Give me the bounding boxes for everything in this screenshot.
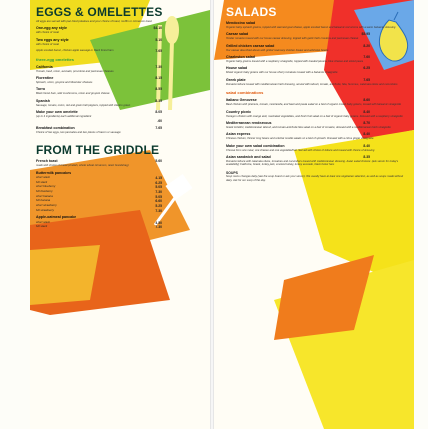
- griddle-title: FROM THE GRIDDLE: [36, 143, 160, 158]
- price-row: short strawberry 5.25: [36, 202, 162, 208]
- menu-item: Country picnic 8.40 Tarragon chicken with orange aioli, marinated vegetables, and fresh fruit salad on a bed of organic baby greens. Dressed with a raspberry vinaigrette: [226, 109, 403, 118]
- menu-item: Mediterranean rendezvous 8.70 Greek tortellini, mediterranean tabouli, and tomato-artichoke feta salad on a bed of romaine, dressed with a mediterranean herb vinaigrette: [226, 120, 391, 129]
- menu-item: Make your own omelette 8.05 (up to 4 ingredients) each additional ingredient .60: [36, 110, 162, 124]
- menu-item: Breakfast combination 7.65 Choice of two eggs, two pancakes and two pieces of bacon or sausage: [36, 126, 162, 134]
- menu-item: Caesar salad $5.95 Tender romaine tossed with our house caesar dressing, topped with garlic herb croutons and parmesan cheese: [226, 32, 370, 41]
- salad-combos-subheading: salad combinations: [226, 90, 264, 96]
- menu-item: Two eggs any style 5.10 with choice of meat: [36, 37, 162, 46]
- menu-item: One-egg any style $4.10 with choice of meat: [36, 26, 162, 35]
- menu-item: Greek plate 7.65 Romaine lettuce tossed with mediterranean herb dressing, served with tabouli, tomato, artichoke, feta, hummus, calamata olives and cucumbers: [226, 77, 398, 86]
- right-page: [214, 0, 414, 429]
- salads-title: SALADS: [226, 5, 277, 19]
- left-page: [30, 0, 210, 429]
- price-row: full strawberry 7.30: [36, 207, 162, 213]
- menu-item: Torro 8.55 Black forest ham, wild mushrooms, onion and gruyere cheese: [36, 87, 162, 96]
- soups-description: Soup menu changes daily (see the soup board or ask your server). We usually have at least one vegetarian selection, as well as soups made without dairy. Ask for our soup of the day.: [226, 175, 404, 182]
- price-row: short banana 5.05: [36, 193, 162, 199]
- menu-item: Florentine 8.15 Spinach, onion, gruyere and Muenster cheeses: [36, 75, 162, 84]
- menu-item: Spanish 8.35 Sausage, tomato, onion, red and green bell peppers, topped with cilantro green: [36, 98, 162, 107]
- menu-item: French toast 5.60 made with choice of bread (challah, whole wheat cinnamon, raisin brandshag): [36, 159, 162, 168]
- price-row: full banana 6.60: [36, 198, 162, 204]
- price-row: full blueberry 7.30: [36, 189, 162, 195]
- menu-item: Asian sandwich and salad 8.35 Romaine lettuce with calamata olives, tomatoes and cucumbers tossed with mediterranean dressing. Asian salad choices: (ask server for today's availability) California, Greek, turkey jack, smoked turkey, turkey avocado, black forest ham: [226, 154, 399, 167]
- price-row: short stack 4.15: [36, 175, 162, 181]
- price-row: full stack 7.30: [36, 224, 162, 230]
- menu-item: Charleston salad 7.60 Organic baby greens tossed with a raspberry vinaigrette, topped with toasted pecans, blue cheese and sliced pears: [226, 55, 370, 64]
- menu-item: California 7.30 Tomato, basil, onion, avocado, provolone and parmesan cheeses: [36, 64, 162, 73]
- eggs-intro: All eggs are served with pan-fried potatoes and your choice of toast, muffin or cinnamon toast: [36, 19, 152, 23]
- menu-item: 7.65 Apple smoked bacon, chicken apple sausage or black forest ham: [36, 49, 162, 54]
- menu-item: Asian express 8.40 Chinese chicken, thinner long beans and oriental noodle salads on a bed of spinach. Dressed with a citrus ginger vinaigrette: [226, 132, 374, 141]
- menu-item: Grilled chicken caesar salad 8.20 Our caesar described above with grilled rosemary chicken breast and artichoke hearts: [226, 43, 370, 52]
- price-row: short stack 4.50: [36, 219, 162, 225]
- menu-item: Mendocino salad Organic baby spinach greens, topped with warmed goat cheese, apple smoked bacon and balsamic red onions with a warm balsamic dressing: [226, 21, 396, 29]
- price-row: full stack 6.25: [36, 179, 162, 185]
- menu-item: Buttermilk pancakes: [36, 170, 72, 175]
- price-row: short blueberry 5.05: [36, 184, 162, 190]
- menu-item: Italiano Genovese 8.60 Basil chicken with pinenuts, tomato, mozzarella, and basil and pasta salad on a bed of organic mixed baby greens, tossed with balsamic vinaigrette: [226, 98, 401, 107]
- menu-item: Apple-oatmeal pancake: [36, 215, 77, 220]
- menu-item: House salad 6.25 Mixed organic baby greens with our house cherry tomatoes tossed with a balsamic vinaigrette: [226, 66, 370, 75]
- eggs-title: EGGS & OMELETTES: [36, 5, 163, 19]
- menu-item: Make your own salad combination 8.40 Choose from one meat, one cheese and one vegetable/fruit. Served with choice of lettuce and tossed with choice of dressing: [226, 143, 375, 152]
- yellow-orange-shape: [30, 245, 100, 305]
- omelettes-subheading: three-egg omelettes: [36, 56, 75, 62]
- soups-subheading: SOUPS: [226, 170, 238, 175]
